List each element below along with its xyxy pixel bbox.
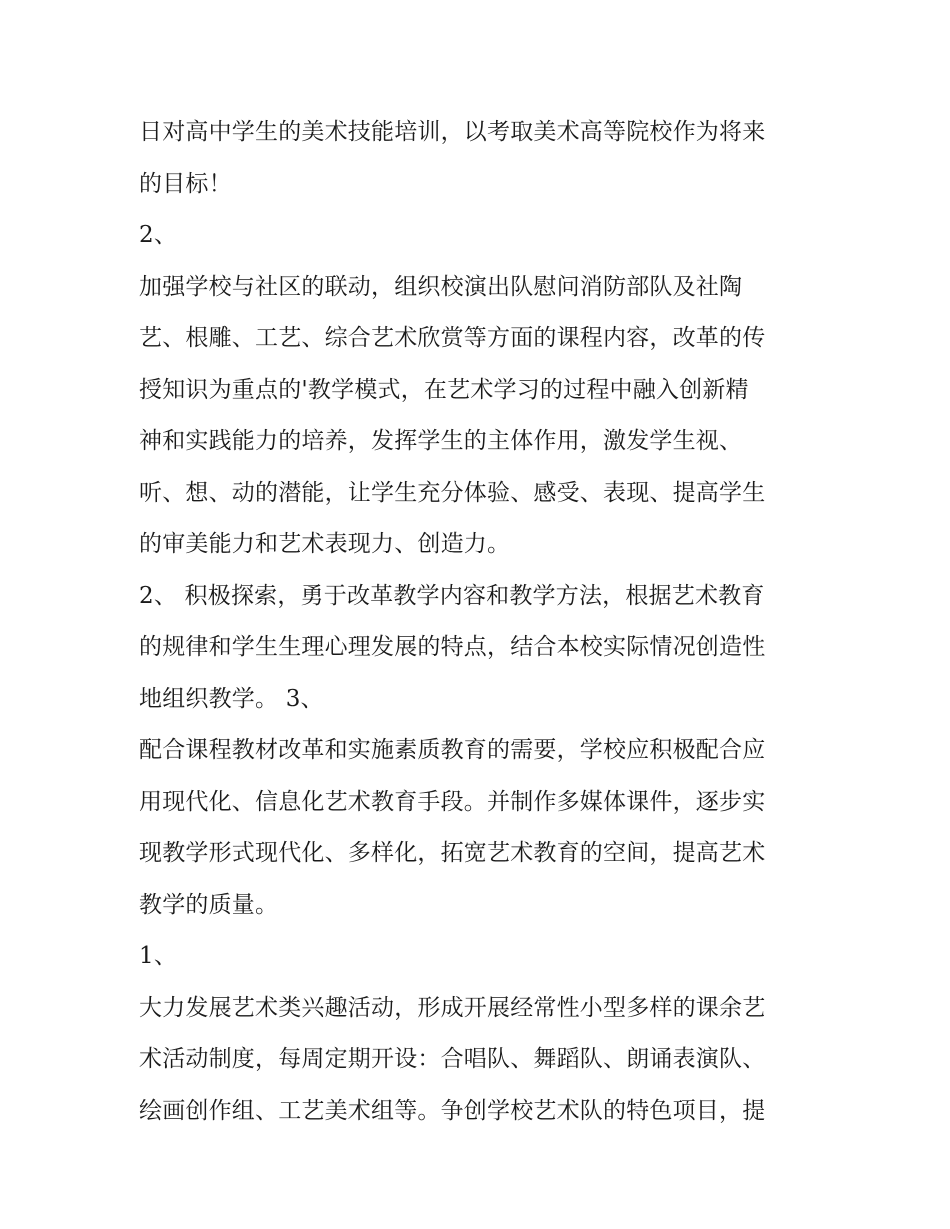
text-line: 神和实践能力的培养，发挥学生的主体作用，激发学生视、 xyxy=(139,428,743,454)
text-line: 的目标！ xyxy=(139,170,232,197)
text-line: 艺、根雕、工艺、综合艺术欣赏等方面的课程内容，改革的传 xyxy=(139,325,766,351)
list-number: 2、 xyxy=(139,222,178,248)
text-line: 2、 积极探索，勇于改革教学内容和教学方法，根据艺术教育 xyxy=(139,582,765,609)
text-line: 听、想、动的潜能，让学生充分体验、感受、表现、提高学生 xyxy=(139,479,766,506)
text-line: 的审美能力和艺术表现力、创造力。 xyxy=(139,531,511,557)
text-line: 现教学形式现代化、多样化，拓宽艺术教育的空间，提高艺术 xyxy=(139,840,766,866)
text-line: 用现代化、信息化艺术教育手段。并制作多媒体课件，逐步实 xyxy=(139,788,766,815)
text-line: 配合课程教材改革和实施素质教育的需要，学校应积极配合应 xyxy=(139,737,766,763)
text-line: 绘画创作组、工艺美术组等。争创学校艺术队的特色项目，提 xyxy=(139,1097,766,1124)
text-line: 大力发展艺术类兴趣活动，形成开展经常性小型多样的课余艺 xyxy=(139,994,766,1021)
body-text xyxy=(139,107,819,1137)
text-line: 的规律和学生生理心理发展的特点，结合本校实际情况创造性 xyxy=(139,634,766,660)
text-line: 地组织教学。 3、 xyxy=(139,685,324,712)
text-line: 日对高中学生的美术技能培训，以考取美术高等院校作为将来 xyxy=(139,119,766,145)
text-line: 教学的质量。 xyxy=(139,891,279,918)
list-number: 1、 xyxy=(139,943,178,969)
text-line: 术活动制度，每周定期开设：合唱队、舞蹈队、朗诵表演队、 xyxy=(139,1046,766,1072)
text-line: 授知识为重点的'教学模式，在艺术学习的过程中融入创新精 xyxy=(139,376,749,403)
text-line: 加强学校与社区的联动，组织校演出队慰问消防部队及社陶 xyxy=(139,273,743,300)
